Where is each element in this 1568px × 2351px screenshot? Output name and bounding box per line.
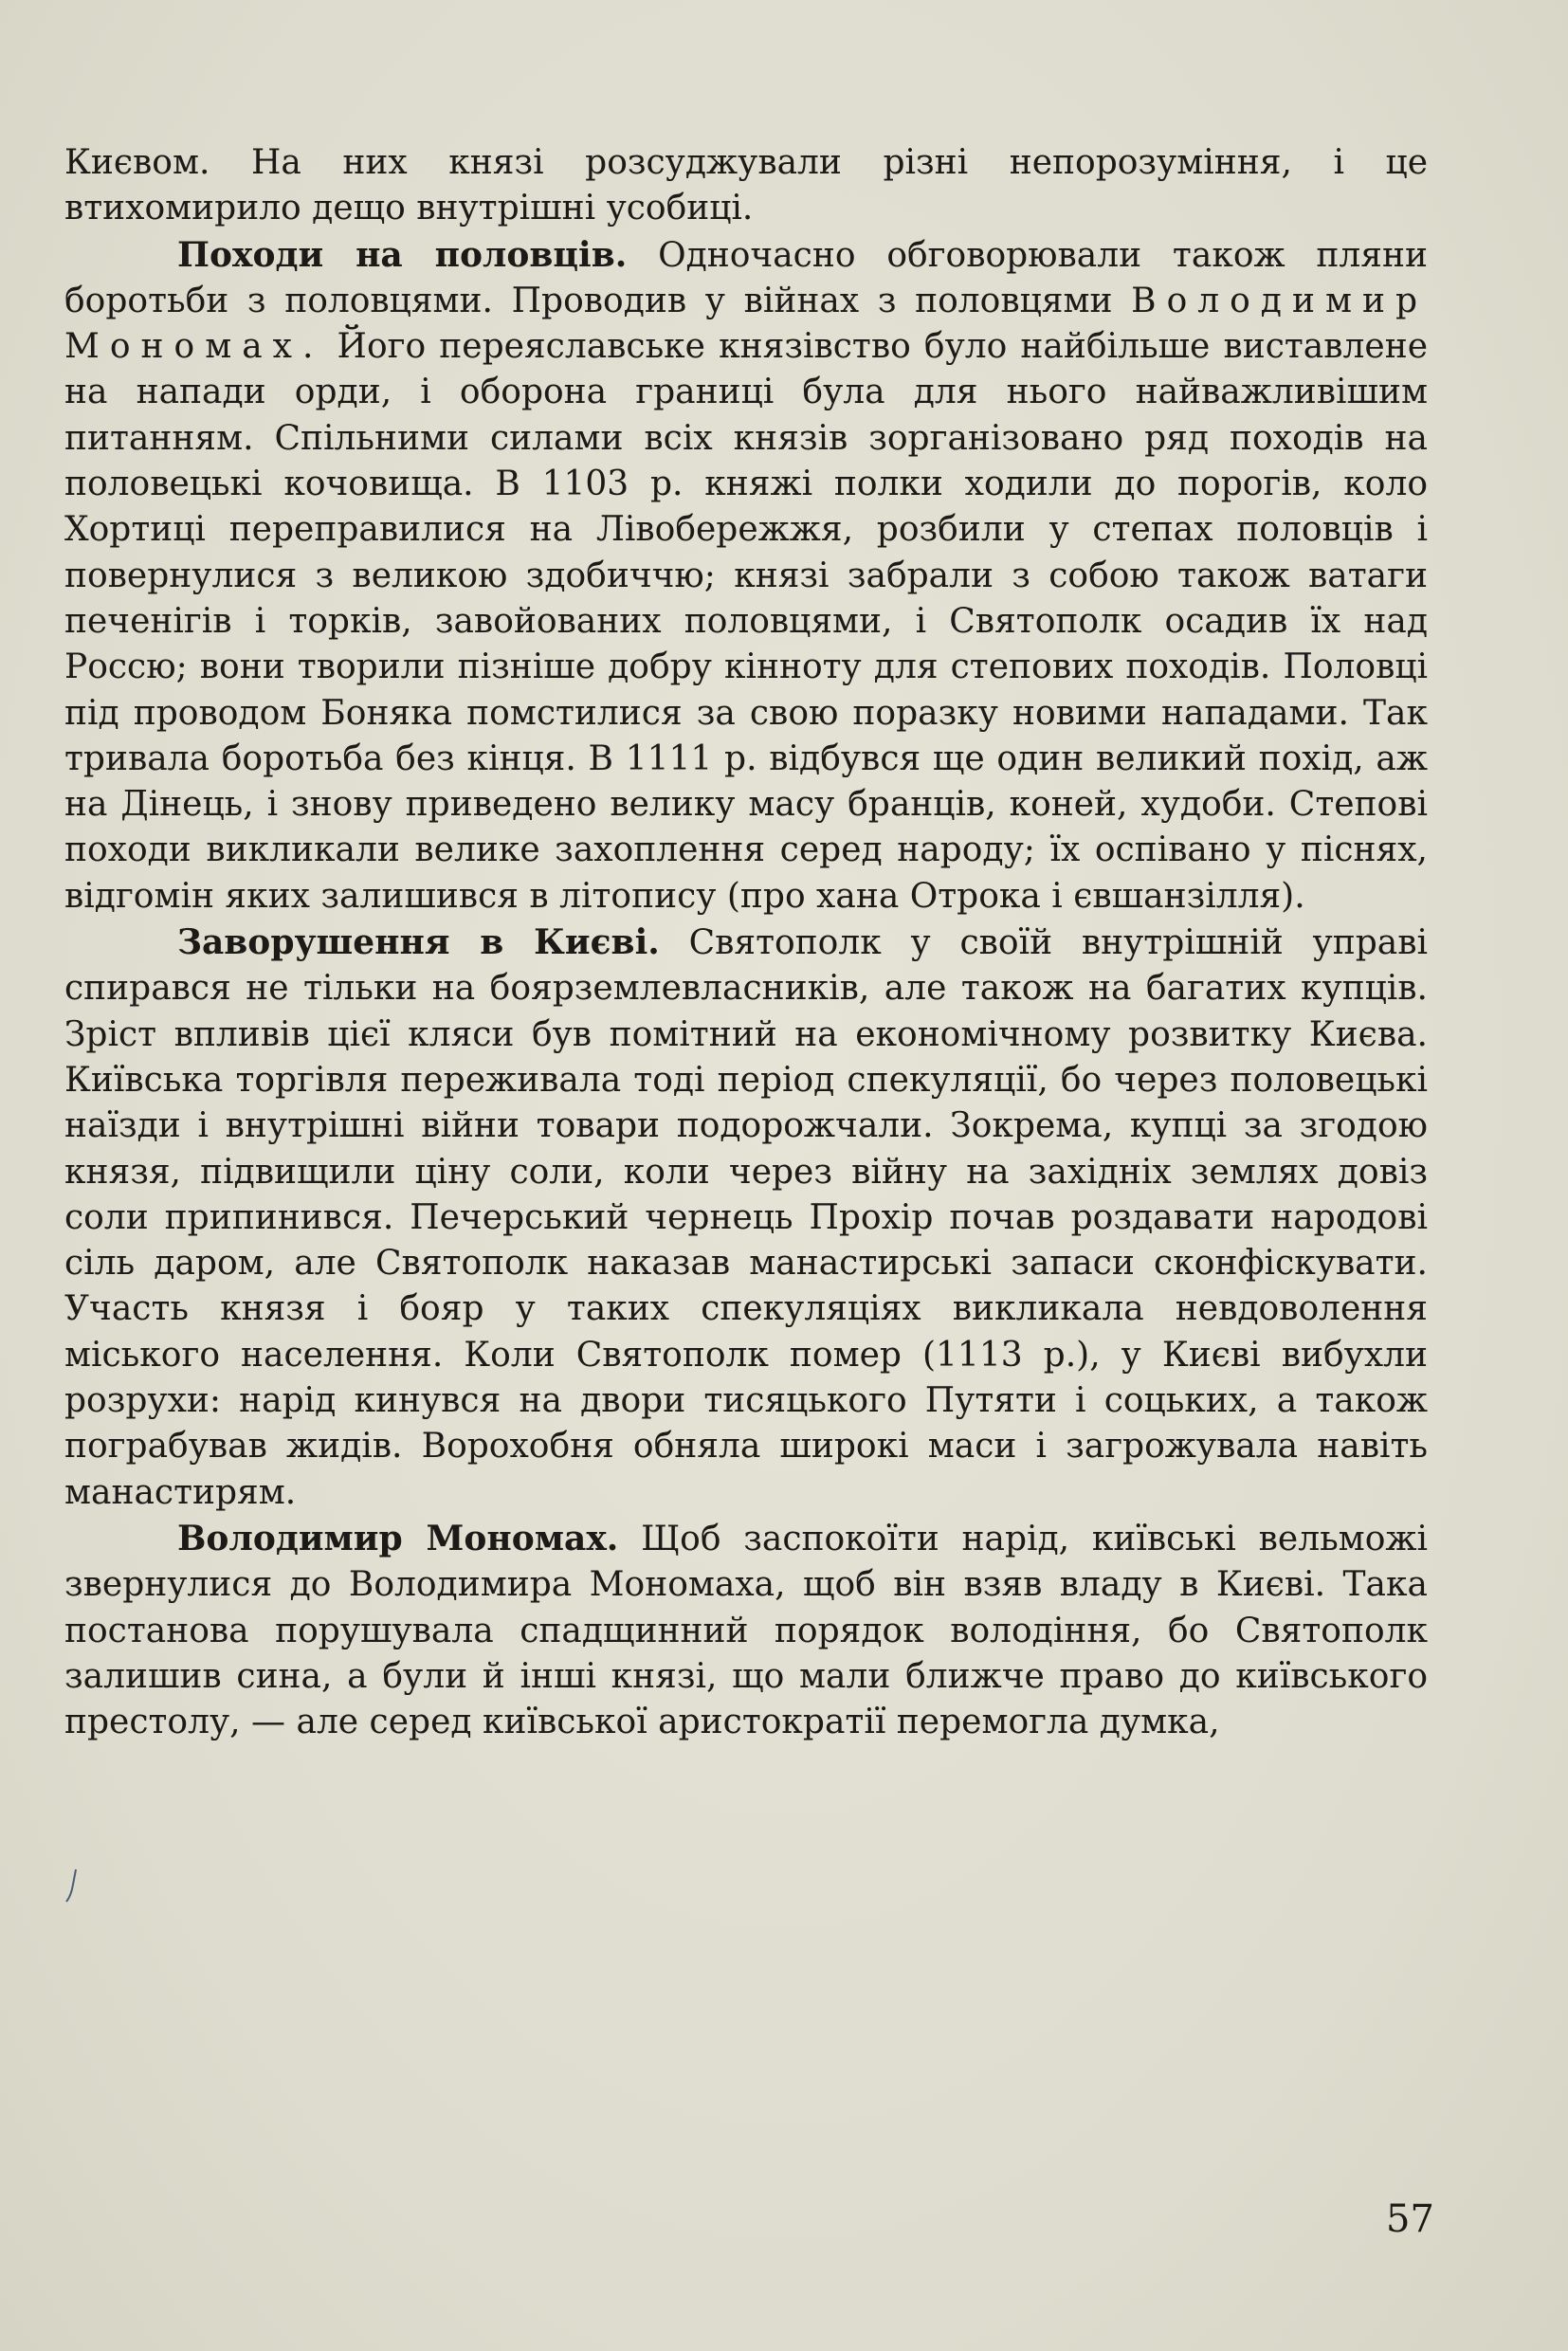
paragraph-unrest — [64, 920, 1428, 1516]
spaced-name: Володимир Мономах. — [64, 281, 1428, 367]
section-heading: Походи на половців. — [177, 234, 628, 275]
section-heading: Володимир Мономах. — [177, 1518, 619, 1558]
paragraph-text: Святополк у своїй внутрішній управі спирався не тільки на боярземлевласників, але також на багатих купців. Зріст впливів цієї кляси був помітний на економічному розвитку Києва. Київська торгівля переживала тоді період спекуляції, бо через половецькі наїзди і внутрішні війни товари подорожчали. Зокрема, купці за згодою князя, підвищили ціну соли, коли через війну на західніх землях довіз соли припинився. Печерський чернець Прохір почав роздавати народові сіль даром, але Святополк наказав манастирські запаси сконфіскувати. Участь князя і бояр у таких спекуляціях викликала невдоволення міського населення. Коли Святополк помер (1113 р.), у Києві вибухли розрухи: нарід кинувся на двори тисяцького Путяти і соцьких, а також пограбував жидів. Ворохобня обняла широкі маси і загрожувала навіть манастирям. — [64, 923, 1429, 1512]
paragraph-campaigns — [64, 232, 1428, 920]
pencil-mark-icon — [63, 1868, 82, 1905]
paragraph-continuation — [64, 140, 1428, 232]
paragraph-text: Києвом. На них князі розсуджували різні непорозуміння, і це втихомирило дещо внутрішні усобиці. — [64, 143, 1428, 228]
section-heading: Заворушення в Києві. — [177, 922, 660, 963]
paragraph-monomakh — [64, 1516, 1428, 1745]
paragraph-text-continued: Його переяславське князівство було найбільше виставлене на напади орди, і оборона границі була для нього найважливішим питанням. Спільними силами всіх князів зорганізовано ряд походів на половецькі кочовища. В 1103 р. княжі полки ходили до порогів, коло Хортиці переправилися на Лівобережжя, розбили у степах половців і повернулися з великою здобиччю; князі забрали з собою також ватаги печенігів і торків, завойованих половцями, і Святополк осадив їх над Россю; вони творили пізніше добру кінноту для степових походів. Половці під проводом Боняка помстилися за свою поразку новими нападами. Так тривала боротьба без кінця. В 1111 р. відбувся ще один великий похід, аж на Дінець, і знову приведено велику масу бранців, коней, худоби. Степові походи викликали велике захоплення серед народу; їх оспівано у піснях, відгомін яких залишився в літопису (про хана Отрока і євшанзілля). — [64, 327, 1428, 916]
paragraph-text: Одночасно обговорювали також пляни боротьби з половцями. Проводив у війнах з половцями — [64, 235, 1428, 320]
paragraph-text: Щоб заспокоїти нарід, київські вельможі звернулися до Володимира Мономаха, щоб він взяв владу в Києві. Така постанова порушувала спадщинний порядок володіння, бо Святополк залишив сина, а були й інші князі, що мали ближче право до київського престолу, — але серед київської аристократії перемогла думка, — [64, 1519, 1428, 1742]
body-text — [64, 140, 1428, 1745]
page-number: 57 — [1386, 2197, 1434, 2241]
